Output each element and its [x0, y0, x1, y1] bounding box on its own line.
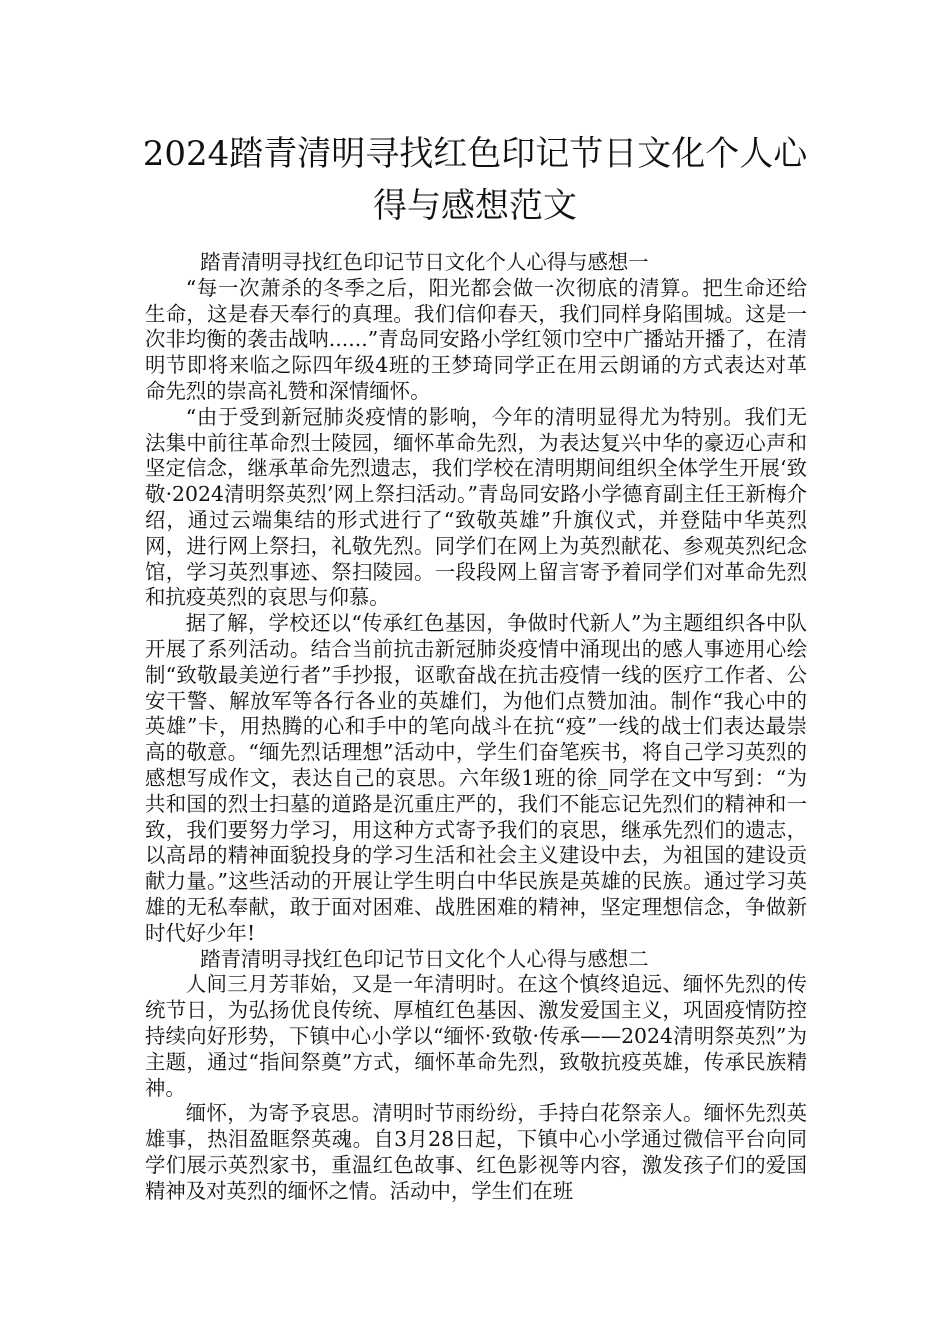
- document-title: 2024踏青清明寻找红色印记节日文化个人心得与感想范文: [142, 134, 808, 226]
- paragraph: “由于受到新冠肺炎疫情的影响，今年的清明显得尤为特别。我们无法集中前往革命烈士陵园，缅怀革命先烈，为表达复兴中华的豪迈心声和坚定信念，继承革命先烈遗志，我们学校在清明期间组织全体学生开展‘致敬·2024清明祭英烈’网上祭扫活动。”青岛同安路小学德育副主任王新梅介绍，通过云端集结的形式进行了“致敬英雄”升旗仪式，并登陆中华英烈网，进行网上祭扫，礼敬先烈。同学们在网上为英烈献花、参观英烈纪念馆，学习英烈事迹、祭扫陵园。一段段网上留言寄予着同学们对革命先烈和抗疫英烈的哀思与仰慕。: [145, 404, 807, 610]
- document-body: [145, 250, 807, 1204]
- paragraph: “每一次萧杀的冬季之后，阳光都会做一次彻底的清算。把生命还给生命，这是春天奉行的真理。我们信仰春天，我们同样身陷围城。这是一次非均衡的袭击战呐......”青岛同安路小学红领巾空中广播站开播了，在清明节即将来临之际四年级4班的王梦琦同学正在用云朗诵的方式表达对革命先烈的崇高礼赞和深情缅怀。: [145, 275, 807, 403]
- section-heading-2: 踏青清明寻找红色印记节日文化个人心得与感想二: [200, 946, 649, 971]
- paragraph: 缅怀，为寄予哀思。清明时节雨纷纷，手持白花祭亲人。缅怀先烈英雄事，热泪盈眶祭英魂。自3月28日起，下镇中心小学通过微信平台向同学们展示英烈家书，重温红色故事、红色影视等内容，激发孩子们的爱国精神及对英烈的缅怀之情。活动中，学生们在班: [145, 1101, 807, 1203]
- paragraph: 据了解，学校还以“传承红色基因，争做时代新人”为主题组织各中队开展了系列活动。结合当前抗击新冠肺炎疫情中涌现出的感人事迹用心绘制“致敬最美逆行者”手抄报，讴歌奋战在抗击疫情一线的医疗工作者、公安干警、解放军等各行各业的英雄们，为他们点赞加油。制作“我心中的英雄”卡，用热腾的心和手中的笔向战斗在抗“疫”一线的战士们表达最崇高的敬意。“缅先烈话理想”活动中，学生们奋笔疾书，将自己学习英烈的感想写成作文，表达自己的哀思。六年级1班的徐_同学在文中写到：“为共和国的烈士扫墓的道路是沉重庄严的，我们不能忘记先烈们的精神和一致，我们要努力学习，用这种方式寄予我们的哀思，继承先烈们的遗志，以高昂的精神面貌投身的学习生活和社会主义建设中去，为祖国的建设贡献力量。”这些活动的开展让学生明白中华民族是英雄的民族。通过学习英雄的无私奉献，敢于面对困难、战胜困难的精神，坚定理想信念，争做新时代好少年!: [145, 611, 807, 945]
- paragraph: 人间三月芳菲始，又是一年清明时。在这个慎终追远、缅怀先烈的传统节日，为弘扬优良传统、厚植红色基因、激发爱国主义，巩固疫情防控持续向好形势，下镇中心小学以“缅怀·致敬·传承——2024清明祭英烈”为主题，通过“指间祭奠”方式，缅怀革命先烈，致敬抗疫英雄，传承民族精神。: [145, 972, 807, 1100]
- section-heading-1: 踏青清明寻找红色印记节日文化个人心得与感想一: [200, 250, 649, 274]
